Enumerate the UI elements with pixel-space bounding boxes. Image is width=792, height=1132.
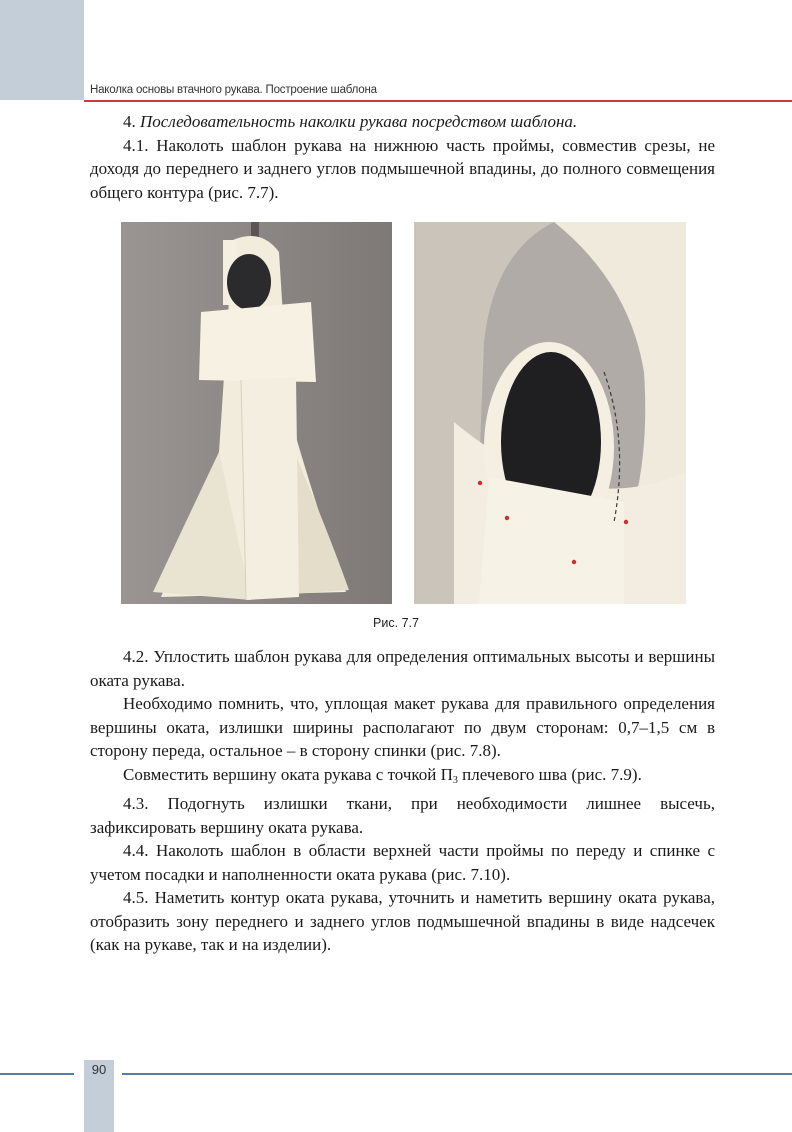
heading-number: 4. — [123, 112, 136, 131]
armhole-illustration — [414, 222, 686, 604]
paragraph-note: Необходимо помнить, что, уплощая макет рукава для правильного определения вершины оката, излишки ширины располагают по двум сторонам: 0,7–1,5 см в сторону переда, остальное – в сторону спинки (рис. 7.8). — [90, 694, 715, 760]
heading-text: Последовательность наколки рукава посредством шаблона. — [140, 112, 578, 131]
figure-caption: Рис. 7.7 — [373, 616, 419, 630]
paragraph-4-3: 4.3. Подогнуть излишки ткани, при необходимости лишнее высечь, зафиксировать вершину оката рукава. — [90, 794, 715, 837]
footer-rule-left — [0, 1073, 74, 1075]
running-header: Наколка основы втачного рукава. Построение шаблона — [90, 84, 377, 96]
photo-right-armhole — [414, 222, 686, 604]
page-number: 90 — [91, 1062, 107, 1077]
side-color-block-top — [0, 0, 84, 100]
section-heading — [90, 110, 715, 134]
text-block-top — [90, 110, 715, 204]
align-text-before: Совместить вершину оката рукава с точкой П — [123, 764, 453, 784]
footer-rule-right — [122, 1073, 792, 1075]
photo-left-mannequin — [121, 222, 392, 604]
paragraph-4-4: 4.4. Наколоть шаблон в области верхней части проймы по переду и спинке с учетом посадки и наполненности оката рукава (рис. 7.10). — [90, 841, 715, 884]
paragraph-4-1: 4.1. Наколоть шаблон рукава на нижнюю часть проймы, совместив срезы, не доходя до переднего и заднего углов подмышечной впадины, до полного совмещения общего контура (рис. 7.7). — [90, 135, 715, 202]
header-rule — [84, 100, 792, 102]
paragraph-4-5: 4.5. Наметить контур оката рукава, уточнить и наметить вершину оката рукава, отобразить зону переднего и заднего углов подмышечной впадины в виде надсечек (как на рукаве, так и на изделии). — [90, 888, 715, 954]
paragraph-4-2: 4.2. Уплостить шаблон рукава для определения оптимальных высоты и вершины оката рукава. — [90, 647, 715, 690]
text-block-bottom — [90, 645, 715, 957]
paragraph-align — [90, 763, 715, 793]
align-text-after: плечевого шва (рис. 7.9). — [457, 764, 642, 784]
align-subscript: 3 — [452, 774, 458, 786]
mannequin-illustration — [121, 222, 392, 604]
